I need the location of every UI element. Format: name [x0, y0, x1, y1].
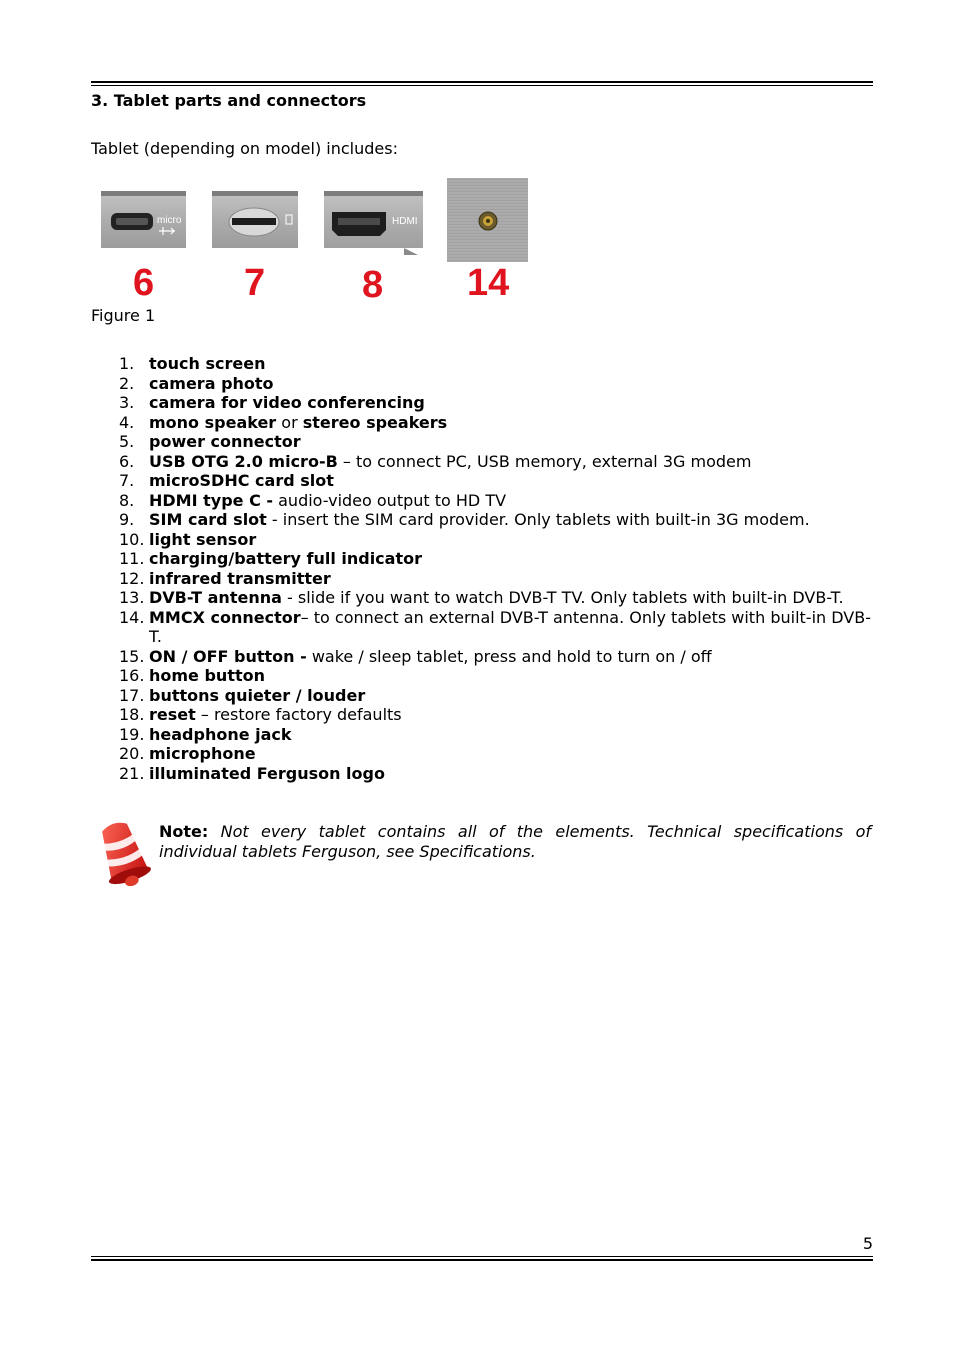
part-description: audio-video output to HD TV	[273, 490, 507, 510]
page-number: 5	[862, 1234, 873, 1253]
part-description: – to connect an external DVB-T antenna. Only tablets with built-in DVB-T.	[149, 607, 871, 646]
part-name: infrared transmitter	[149, 568, 331, 588]
list-item	[91, 510, 873, 530]
part-name: buttons quieter / louder	[149, 685, 366, 705]
list-number: 15.	[119, 646, 145, 666]
list-number: 6.	[119, 451, 135, 471]
part-name: HDMI type C -	[149, 490, 274, 510]
connector-7	[212, 191, 298, 304]
part-name: camera photo	[149, 373, 274, 393]
list-item	[91, 374, 873, 394]
connector-6	[101, 191, 186, 304]
list-number: 19.	[119, 724, 145, 744]
list-number: 17.	[119, 685, 145, 705]
part-description: wake / sleep tablet, press and hold to turn on / off	[306, 646, 712, 666]
connector-14	[447, 178, 528, 304]
part-name: reset	[149, 705, 196, 724]
list-item	[91, 471, 873, 491]
note-text	[159, 822, 871, 861]
figure-number: 6	[133, 262, 155, 304]
part-name: charging/battery full indicator	[149, 549, 422, 568]
figure-number: 8	[362, 264, 384, 306]
part-description: – to connect PC, USB memory, external 3G modem	[337, 451, 752, 471]
list-item	[91, 744, 873, 764]
part-name: home button	[149, 666, 265, 685]
list-number: 8.	[119, 490, 135, 510]
list-number: 3.	[119, 393, 135, 412]
list-number: 11.	[119, 549, 145, 568]
list-item	[91, 530, 873, 550]
list-item	[91, 647, 873, 667]
part-description: - insert the SIM card provider. Only tablets with built-in 3G modem.	[266, 510, 810, 529]
list-item	[91, 666, 873, 686]
figure-caption: Figure 1	[91, 306, 156, 325]
part-name: illuminated Ferguson logo	[149, 763, 385, 783]
part-name: camera for video conferencing	[149, 393, 425, 412]
part-name: USB OTG 2.0 micro-B	[149, 451, 338, 471]
parts-list	[91, 354, 873, 783]
list-number: 9.	[119, 510, 135, 529]
list-number: 7.	[119, 471, 135, 490]
figure-number: 7	[244, 262, 266, 304]
part-name: microSDHC card slot	[149, 471, 334, 490]
part-connector-word: or	[276, 412, 303, 432]
part-name: MMCX connector	[149, 607, 301, 627]
list-item	[91, 725, 873, 745]
list-number: 14.	[119, 607, 145, 627]
hdmi-port-icon	[324, 191, 423, 255]
part-name: headphone jack	[149, 724, 292, 744]
list-item	[91, 686, 873, 706]
part-name: power connector	[149, 432, 301, 451]
list-number: 13.	[119, 588, 145, 607]
list-number: 12.	[119, 568, 145, 588]
list-item	[91, 452, 873, 472]
part-name: touch screen	[149, 354, 266, 373]
part-name: microphone	[149, 744, 256, 763]
micro-usb-port-icon	[101, 191, 186, 248]
list-item	[91, 569, 873, 589]
list-number: 10.	[119, 529, 145, 549]
list-item	[91, 608, 873, 647]
list-number: 16.	[119, 666, 145, 685]
list-item	[91, 549, 873, 569]
list-item	[91, 393, 873, 413]
list-number: 20.	[119, 744, 145, 763]
part-description: – restore factory defaults	[195, 705, 402, 724]
part-name: DVB-T antenna	[149, 588, 282, 607]
note-body: Not every tablet contains all of the elements. Technical specifications of individual tablets Ferguson, see Specifications.	[159, 822, 871, 861]
svg-text:micro: micro	[157, 215, 182, 226]
part-name: ON / OFF button -	[149, 646, 307, 666]
figure-number: 14	[467, 262, 510, 304]
intro-text: Tablet (depending on model) includes:	[91, 139, 398, 158]
footer-rule	[91, 1259, 873, 1261]
section-title: 3. Tablet parts and connectors	[91, 91, 367, 110]
header-rule	[91, 81, 873, 83]
note-label: Note:	[159, 822, 209, 841]
list-item	[91, 588, 873, 608]
bell-alert-icon	[92, 820, 158, 894]
list-number: 1.	[119, 354, 135, 373]
part-name: SIM card slot	[149, 510, 267, 529]
part-name: stereo speakers	[302, 412, 448, 432]
list-item	[91, 432, 873, 452]
header-rule-thin	[91, 85, 873, 86]
svg-text:HDMI: HDMI	[392, 216, 418, 227]
part-description: - slide if you want to watch DVB-T TV. Only tablets with built-in DVB-T.	[281, 588, 844, 607]
connector-8	[324, 191, 423, 306]
list-item	[91, 354, 873, 374]
list-number: 21.	[119, 763, 145, 783]
list-number: 5.	[119, 432, 135, 451]
microsd-slot-icon	[212, 191, 298, 248]
list-item	[91, 705, 873, 725]
list-number: 18.	[119, 705, 145, 724]
list-item	[91, 764, 873, 784]
part-name: light sensor	[149, 529, 257, 549]
list-number: 4.	[119, 412, 135, 432]
list-item	[91, 491, 873, 511]
part-name: mono speaker	[149, 412, 277, 432]
mmcx-connector-icon	[447, 178, 528, 262]
footer-rule-thin	[91, 1256, 873, 1257]
list-number: 2.	[119, 373, 135, 393]
list-item	[91, 413, 873, 433]
